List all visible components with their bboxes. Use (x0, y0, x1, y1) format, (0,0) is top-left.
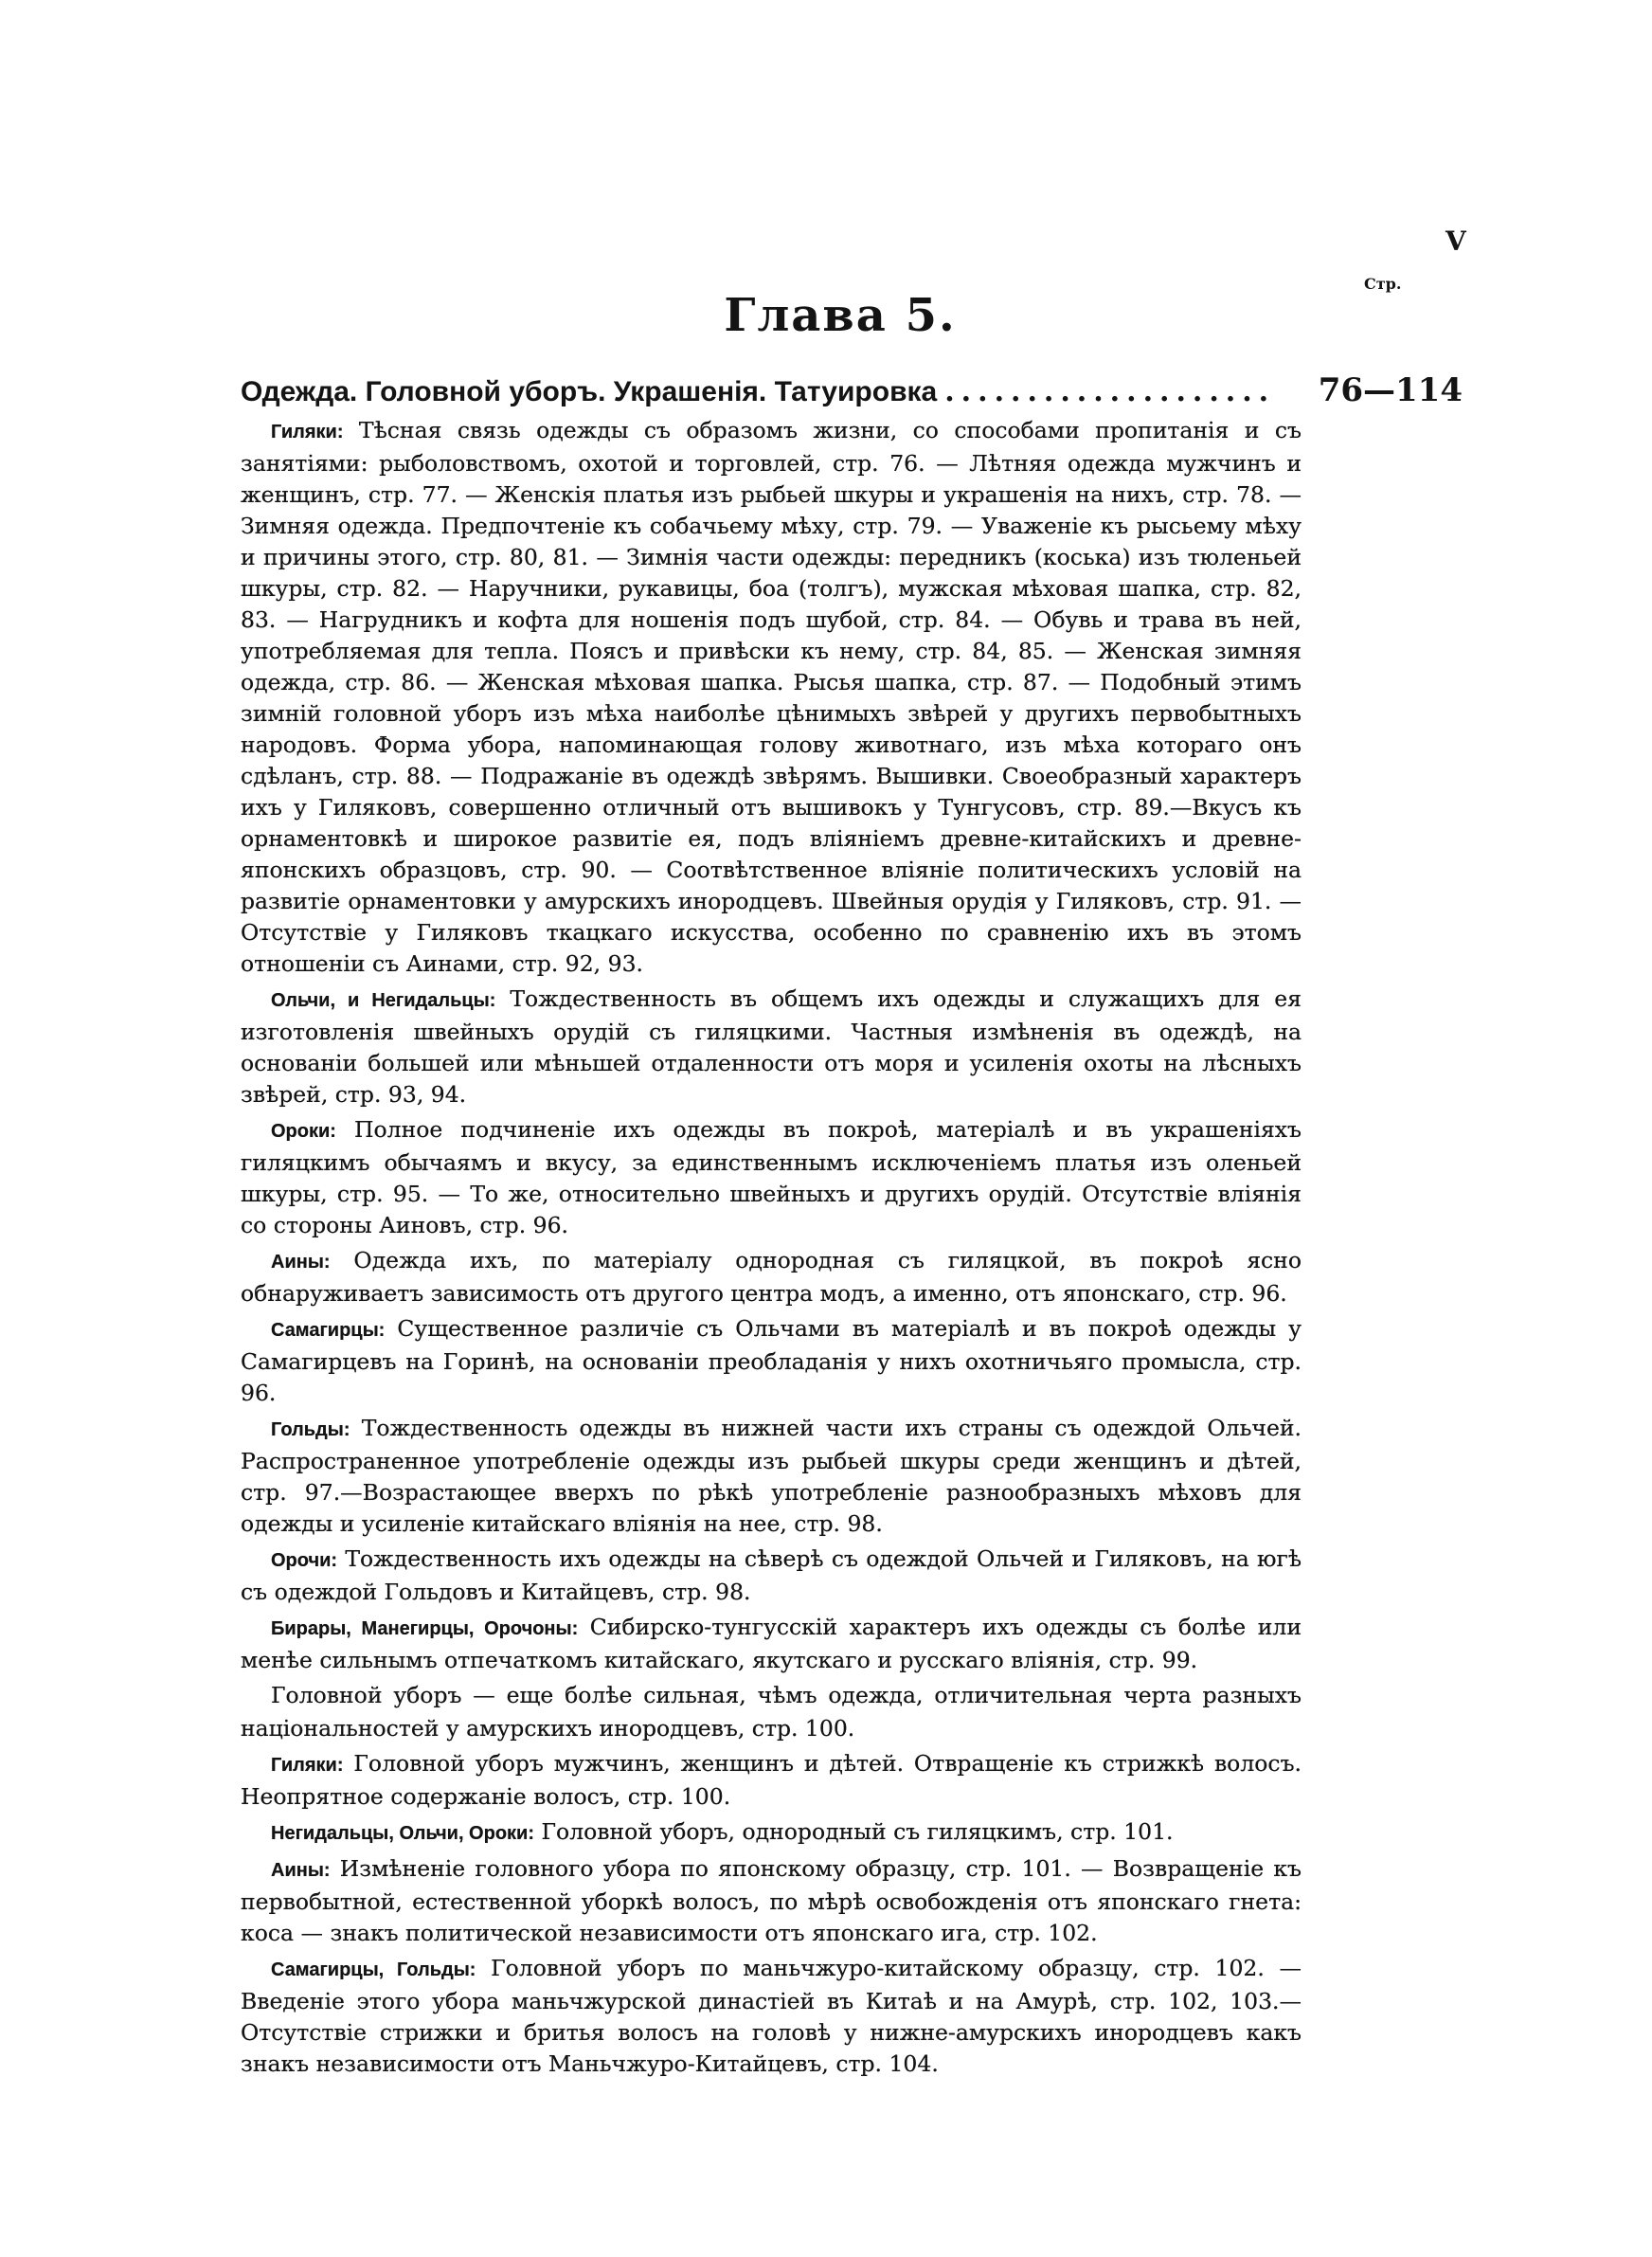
summary-paragraph (241, 1612, 1302, 1676)
paragraph-text: Измѣненіе головного убора по японскому образцу, стр. 101. — Возвращеніе къ первобытной, естественной уборкѣ волосъ, по мѣрѣ освобожденія отъ японскаго гнета: коса — знакъ политической независимости отъ японскаго ига, стр. 102. (241, 1855, 1302, 1946)
paragraph-text: Головной уборъ мужчинъ, женщинъ и дѣтей. Отвращеніе къ стрижкѣ волосъ. Неопрятное содержаніе волосъ, стр. 100. (241, 1750, 1302, 1810)
paragraph-text: Сибирско-тунгусскій характеръ ихъ одежды съ болѣе или менѣе сильнымъ отпечаткомъ китайскаго, якутскаго и русскаго вліянія, стр. 99. (241, 1614, 1302, 1673)
summary-paragraph (241, 1748, 1302, 1813)
summary-paragraph (241, 984, 1302, 1110)
column-head: Стр. (1364, 275, 1402, 293)
paragraph-lead: Аины: (271, 1860, 331, 1881)
paragraph-lead: Бирары, Манегирцы, Орочоны: (271, 1618, 579, 1639)
toc-entry-pages: 76—114 (1318, 371, 1463, 409)
paragraph-text: Головной уборъ по маньчжуро-китайскому образцу, стр. 102. — Введеніе этого убора маньчжурской династіей въ Китаѣ и на Амурѣ, стр. 102, 103.—Отсутствіе стрижки и бритья волосъ на головѣ у нижне-амурскихъ инородцевъ какъ знакъ независимости отъ Маньчжуро-Китайцевъ, стр. 104. (241, 1955, 1302, 2077)
toc-entry (241, 371, 1463, 409)
paragraph-text: Одежда ихъ, по матеріалу однородная съ гиляцкой, въ покроѣ ясно обнаруживаетъ зависимость отъ другого центра модъ, а именно, отъ японскаго, стр. 96. (241, 1247, 1302, 1307)
paragraph-text: Головной уборъ — еще болѣе сильная, чѣмъ одежда, отличительная черта разныхъ національностей у амурскихъ инородцевъ, стр. 100. (241, 1682, 1302, 1742)
paragraph-lead: Гиляки: (271, 1755, 344, 1776)
chapter-summary (241, 415, 1302, 2080)
paragraph-text: Существенное различіе съ Ольчами въ матеріалѣ и въ покроѣ одежды у Самагирцевъ на Горинѣ, на основаніи преобладанія у нихъ охотничьяго промысла, стр. 96. (241, 1315, 1302, 1406)
paragraph-lead: Гиляки: (271, 422, 344, 442)
summary-paragraph (241, 1953, 1302, 2080)
paragraph-text: Головной уборъ, однородный съ гиляцкимъ, стр. 101. (534, 1818, 1174, 1845)
paragraph-lead: Гольды: (271, 1419, 350, 1440)
paragraph-lead: Аины: (271, 1252, 331, 1273)
chapter-title: Глава 5. (724, 289, 957, 342)
paragraph-lead: Самагирцы: (271, 1320, 386, 1341)
summary-paragraph (241, 415, 1302, 980)
summary-paragraph (241, 1816, 1302, 1850)
paragraph-lead: Ороки: (271, 1121, 336, 1142)
paragraph-text: Тождественность ихъ одежды на сѣверѣ съ одеждой Ольчей и Гиляковъ, на югѣ съ одеждой Гольдовъ и Китайцевъ, стр. 98. (241, 1545, 1302, 1605)
summary-paragraph (241, 1313, 1302, 1409)
summary-paragraph (241, 1853, 1302, 1949)
paragraph-text: Полное подчиненіе ихъ одежды въ покроѣ, матеріалѣ и въ украшеніяхъ гиляцкимъ обычаямъ и вкусу, за единственнымъ исключеніемъ платья изъ оленьей шкуры, стр. 95. — То же, относительно швейныхъ и другихъ орудій. Отсутствіе вліянія со стороны Аиновъ, стр. 96. (241, 1116, 1302, 1238)
paragraph-lead: Ольчи, и Негидальцы: (271, 990, 496, 1011)
paragraph-lead: Негидальцы, Ольчи, Ороки: (271, 1823, 535, 1844)
summary-paragraph (241, 1114, 1302, 1241)
paragraph-text: Тѣсная связь одежды съ образомъ жизни, со способами пропитанія и съ занятіями: рыболовствомъ, охотой и торговлей, стр. 76. — Лѣтняя одежда мужчинъ и женщинъ, стр. 77. — Женскія платья изъ рыбьей шкуры и украшенія на нихъ, стр. 78. — Зимняя одежда. Предпочтеніе къ собачьему мѣху, стр. 79. — Уваженіе къ рысьему мѣху и причины этого, стр. 80, 81. — Зимнія части одежды: передникъ (коська) изъ тюленьей шкуры, стр. 82. — Наручники, рукавицы, боа (толгъ), мужская мѣховая шапка, стр. 82, 83. — Нагрудникъ и кофта для ношенія подъ шубой, стр. 84. — Обувь и трава въ ней, употребляемая для тепла. Поясъ и привѣски къ нему, стр. 84, 85. — Женская зимняя одежда, стр. 86. — Женская мѣховая шапка. Рысья шапка, стр. 87. — Подобный этимъ зимній головной уборъ изъ мѣха наиболѣе цѣнимыхъ звѣрей у другихъ первобытныхъ народовъ. Форма убора, напоминающая голову животнаго, изъ мѣха котораго онъ сдѣланъ, стр. 88. — Подражаніе въ одеждѣ звѣрямъ. Вышивки. Своеобразный характеръ ихъ у Гиляковъ, совершенно отличный отъ вышивокъ у Тунгусовъ, стр. 89.—Вкусъ къ орнаментовкѣ и широкое развитіе ея, подъ вліяніемъ древне-китайскихъ и древне-японскихъ образцовъ, стр. 90. — Соотвѣтственное вліяніе политическихъ условій на развитіе орнаментовки у амурскихъ инородцевъ. Швейныя орудія у Гиляковъ, стр. 91. — Отсутствіе у Гиляковъ ткацкаго искусства, особенно по сравненію ихъ въ этомъ отношеніи съ Аинами, стр. 92, 93. (241, 417, 1302, 977)
paragraph-text: Тождественность въ общемъ ихъ одежды и служащихъ для ея изготовленія швейныхъ орудій съ гиляцкими. Частныя измѣненія въ одеждѣ, на основаніи большей или мѣньшей отдаленности отъ моря и усиленія охоты на лѣсныхъ звѣрей, стр. 93, 94. (241, 985, 1302, 1108)
summary-paragraph (241, 1680, 1302, 1744)
paragraph-lead: Орочи: (271, 1550, 338, 1571)
paragraph-lead: Самагирцы, Гольды: (271, 1959, 476, 1980)
summary-paragraph (241, 1544, 1302, 1608)
summary-paragraph (241, 1245, 1302, 1309)
summary-paragraph (241, 1413, 1302, 1540)
toc-entry-leader: .................... (944, 375, 1276, 408)
paragraph-text: Тождественность одежды въ нижней части ихъ страны съ одеждой Ольчей. Распространенное употребленіе одежды изъ рыбьей шкуры среди женщинъ и дѣтей, стр. 97.—Возрастающее вверхъ по рѣкѣ употребленіе разнообразныхъ мѣховъ для одежды и усиленіе китайскаго вліянія на нее, стр. 98. (241, 1415, 1302, 1537)
toc-entry-title: Одежда. Головной уборъ. Украшенія. Татуировка (241, 376, 938, 407)
page-number: V (1446, 226, 1466, 257)
